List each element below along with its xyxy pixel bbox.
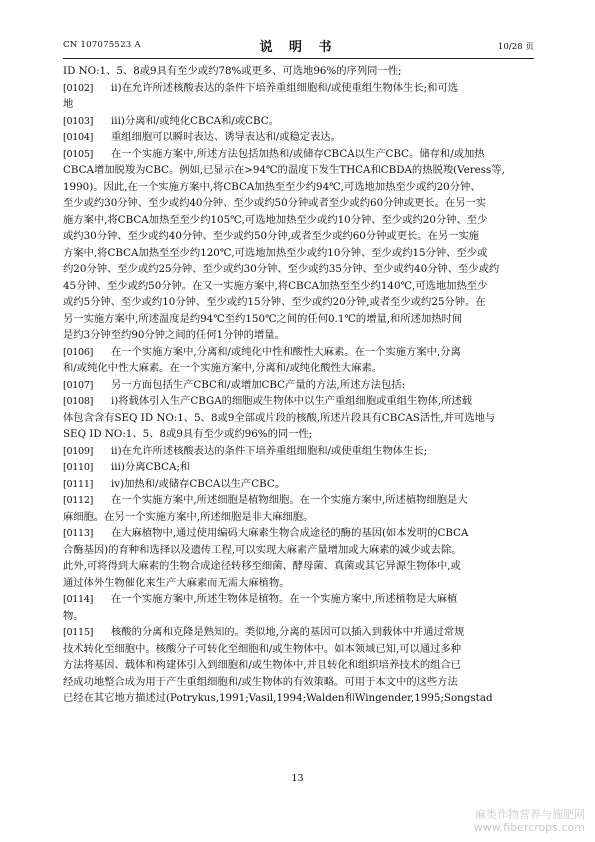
line-text: 在大麻植物中,通过使用编码大麻素生物合成途径的酶的基因(如本发明的CBCA [111,527,469,539]
paragraph [63,129,534,146]
page-header [63,36,534,56]
paragraph [63,443,534,460]
line-text: 1990)。因此,在一个实施方案中,将CBCA加热至至少约94℃,可选地加热至少或约20分钟、 [63,180,481,193]
text-line [63,228,534,245]
line-text: 物。 [63,609,84,622]
paragraph [63,80,534,113]
line-text: iii)分离和/或纯化CBCA和/或CBC。 [111,114,279,127]
text-line [63,162,534,179]
line-text: 已经在其它地方描述过(Potrykus,1991;Vasil,1994;Walden和Wingender,1995;Songstad [63,692,493,704]
paragraph [63,113,534,130]
header-rule [63,58,534,59]
paragraph-number: [0109] [63,445,94,457]
paragraph-number: [0105] [63,148,94,160]
line-text: 在一个实施方案中,所述生物体是植物。在一个实施方案中,所述植物是大麻植 [111,593,458,605]
watermark-line-2: www.fibercrops.com [473,821,585,834]
paragraph-number: [0111] [63,478,94,490]
text-line [63,195,534,212]
line-text: 合酶基因)的育种和选择以及遗传工程,可以实现大麻素产量增加或大麻素的减少或去除。 [63,543,462,556]
text-line [63,63,534,80]
text-line [63,690,534,707]
line-text: 体包含含有SEQ ID NO:1、5、8或9全部或片段的核酸,所述片段具有CBCAS活性,并可选地与 [63,411,496,424]
paragraph [63,591,534,624]
text-line [63,377,534,394]
line-text: ii)在允许所述核酸表达的条件下培养重组细胞和/或使重组生物体生长;和可选 [111,81,459,94]
paragraph-number: [0108] [63,396,94,407]
line-text: 或约30分钟、至少或约40分钟、至少或约50分钟,或者至少或约60分钟或更长。在另一实施 [63,230,480,242]
text-line [63,344,534,361]
site-watermark [474,808,585,834]
paragraph-number: [0110] [63,462,94,473]
paragraph-number: [0107] [63,379,94,391]
line-text: SEQ ID NO:1、5、8或9具有至少或约96%的同一性; [63,428,313,440]
line-text: 另一实施方案中,所述温度是约94℃至约150℃之间的任何0.1℃的增量,和所述加热时间 [63,312,463,325]
text-line [63,558,534,575]
paragraph-number: [0112] [63,495,94,506]
line-text: 在一个实施方案中,所述细胞是植物细胞。在一个实施方案中,所述植物细胞是大 [111,494,468,506]
paragraph-number: [0104] [63,132,94,143]
text-line [63,261,534,278]
text-line [63,525,534,542]
text-line [63,113,534,130]
line-text: 技术转化至细胞中。核酸分子可转化至细胞和/或生物体中。如本领域已知,可以通过多种 [63,642,462,655]
text-line [63,575,534,592]
paragraph-number: [0102] [63,82,94,94]
line-text: 重组细胞可以瞬时表达、诱导表达和/或稳定表达。 [111,131,341,143]
text-line [63,212,534,229]
text-line [63,410,534,427]
text-line [63,278,534,295]
paragraph [63,377,534,394]
text-line [63,476,534,493]
line-text: 是约3分钟至约90分钟之间的任何1分钟的增量。 [63,329,285,341]
paragraph-number: [0115] [63,627,94,638]
page-of-indicator: 10/28 页 [497,42,534,52]
patent-number: CN 107075523 A [63,40,141,50]
text-line [63,360,534,377]
text-line [63,674,534,691]
paragraph-number: [0103] [63,115,94,127]
paragraph [63,146,534,344]
line-text: 核酸的分离和克隆是熟知的。类似地,分离的基因可以插入到载体中并通过常规 [111,626,465,638]
line-text: 或约5分钟、至少或约10分钟、至少或约15分钟、至少或约20分钟,或者至少或约25分钟。在 [63,296,486,308]
line-text: iii)分离CBCA;和 [111,461,191,473]
line-text: CBCA增加脱羧为CBC。例如,已显示在>94℃的温度下发生THCA和CBDA的热脱羧(Veress等, [63,164,505,176]
paragraph-number: [0114] [63,594,94,605]
paragraph [63,492,534,525]
text-line [63,624,534,641]
text-line [63,311,534,328]
text-line [63,327,534,344]
paragraph [63,344,534,377]
line-text: 地 [63,98,74,110]
text-line [63,179,534,196]
text-line [63,591,534,608]
text-line [63,641,534,658]
paragraph [63,525,534,591]
paragraph [63,476,534,493]
text-line [63,509,534,526]
text-line [63,129,534,146]
line-text: 经成功地整合成为用于产生重组细胞和/或生物体的有效策略。可用于本文中的这些方法 [63,675,458,688]
text-line [63,459,534,476]
line-text: 麻细胞。在另一个实施方案中,所述细胞是非大麻细胞。 [63,510,314,523]
line-text: 另一方面包括生产CBC和/或增加CBC产量的方法,所述方法包括: [111,378,406,391]
text-line [63,146,534,163]
text-line [63,608,534,625]
line-text: 此外,可将得到大麻素的生物合成途径转移至细菌、酵母菌、真菌或其它异源生物体中,或 [63,560,461,572]
text-line [63,80,534,97]
paragraph [63,63,534,80]
document-title: 说 明 书 [259,40,338,55]
line-text: i)将载体引入生产CBGA的细胞或生物体中以生产重组细胞或重组生物体,所述载 [111,395,473,407]
paragraph-number: [0106] [63,346,94,358]
text-line [63,426,534,443]
paragraph-number: [0113] [63,528,94,539]
watermark-line-1: 麻类作物营养与施肥网 [475,808,585,821]
line-text: 通过体外生物催化来生产大麻素而无需大麻植物。 [63,576,290,589]
line-text: 至少或约30分钟、至少或约40分钟、至少或约50分钟或者至少或约60分钟或更长。在另一实 [63,197,487,209]
text-line [63,96,534,113]
line-text: 在一个实施方案中,所述方法包括加热和/或储存CBCA以生产CBC。储存和/或加热 [111,147,485,160]
text-line [63,245,534,262]
line-text: 施方案中,将CBCA加热至至少约105℃,可选地加热至少或约10分钟、至少或约20分钟、至少 [63,213,488,226]
line-text: 45分钟、至少或约50分钟。在又一实施方案中,将CBCA加热至至少约140℃,可选地加热至少 [63,279,488,292]
line-text: 和/或纯化中性大麻素。在一个实施方案中,分离和/或纯化酸性大麻素。 [63,362,383,374]
document-body [63,63,534,707]
line-text: ii)在允许所述核酸表达的条件下培养重组细胞和/或使重组生物体生长; [111,444,428,457]
text-line [63,542,534,559]
line-text: 约20分钟、至少或约25分钟、至少或约30分钟、至少或约35分钟、至少或约40分钟、至少或约 [63,263,500,275]
page-number: 13 [291,773,304,784]
paragraph [63,459,534,476]
text-line [63,294,534,311]
paragraph [63,393,534,443]
line-text: iv)加热和/或储存CBCA以生产CBC。 [111,477,286,490]
line-text: 在一个实施方案中,分离和/或纯化中性和酸性大麻素。在一个实施方案中,分离 [111,345,461,358]
line-text: 方案中,将CBCA加热至至少约120℃,可选地加热至少或约10分钟、至少或约15分钟、至少或 [63,246,488,259]
paragraph [63,624,534,707]
text-line [63,443,534,460]
line-text: ID NO:1、5、8或9具有至少或约78%或更多、可选地96%的序列同一性; [63,65,402,77]
text-line [63,492,534,509]
line-text: 方法将基因、载体和构建体引入到细胞和/或生物体中,并且转化和组织培养技术的组合已 [63,659,462,671]
text-line [63,393,534,410]
text-line [63,657,534,674]
